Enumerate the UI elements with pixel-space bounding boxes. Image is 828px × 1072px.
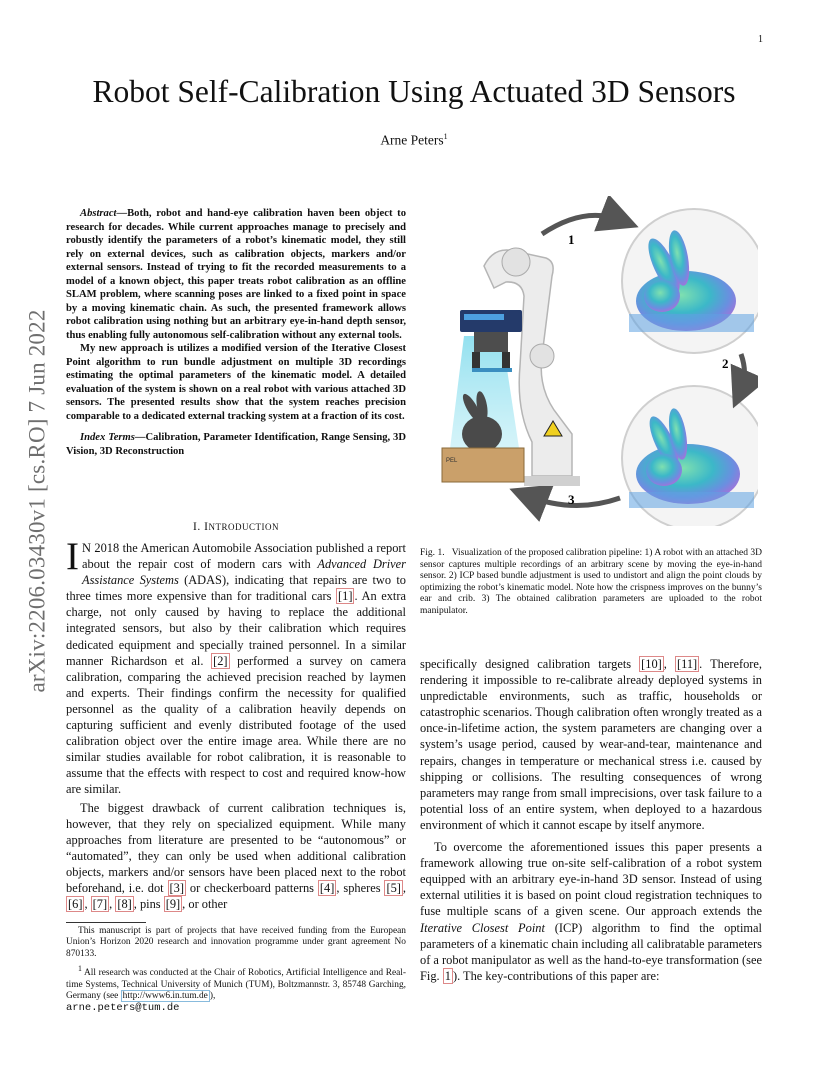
arrow-step-2 [741,354,745,390]
tum-url-link[interactable]: http://www6.in.tum.de [122,991,208,1002]
right-paragraph-2: To overcome the aforementioned issues this paper presents a framework allowing true on-site self-calibration of a robot system equipped with an arbitrary eye-in-hand 3D sensor. Instead of using external utilities it is based on point cloud registration techniques to fuse multiple scans of a given scene. Our approach extends the Iterative Closest Point (ICP) algorithm to find the optimal parameters of a kinematic chain including all calibratable parameters of a robot manipulator as well as the hand-to-eye transformation (see Fig. 1 ). The key-contributions of this paper are: [420,840,763,983]
abstract-text-2: My new approach is utilizes a modified version of the Iterative Closest Point algorithm to run bundle adjustment on multiple 3D recordings estimating the optimal parameters of the kinematic model. A detailed evaluation of the system is shown on a real robot with various attached 3D sensors. The presented results show that the system reaches precision comparable to a dedicated external tracking system at a fraction of its cost. [66,343,406,422]
author-email: arne.peters@tum.de [66,1001,180,1014]
citation-6[interactable]: [6] [68,897,83,912]
footnote-funding: This manuscript is part of projects that have received funding from the European Union’s Horizon 2020 research and innovation programme under grant agreement No 870133. [66,926,406,959]
figure-caption [420,548,762,618]
footnote-rule [66,922,146,923]
citation-3[interactable]: [3] [169,880,184,895]
arxiv-identifier-text: arXiv:2206.03430v1 [cs.RO] 7 Jun 2022 [25,309,51,693]
citation-5[interactable]: [5] [386,880,401,895]
figure-reference-1[interactable]: 1 [444,968,451,983]
section-heading-introduction [66,521,406,533]
right-paragraph-1: specifically designed calibration targets [10] , [11] . Therefore, rendering it impossible to re-calibrate already deployed systems in unpredictable environments, such as traffic, households or catastrophic scenarios. Though calibration often wrongly treated as a once-in-lifetime action, the system parameters are changing over a system’s usage period, caused by wear-and-tear, maintenance and repairs, changes in temperature or mechanical stress i.e. caused by shipping or collisions. The resulting consequences of wrong parameters may range from small imprecisions, over task failure to a potential loss of an entire system, when deployed to a hazardous environment of which it cannot escape by itself anymore. [420,657,762,832]
abstract [66,207,406,458]
section-title-initial: I [204,521,209,533]
page-number: 1 [758,34,763,45]
author-name: Arne Peters [380,132,444,148]
abstract-label: Abstract [80,208,117,219]
intro-paragraph-1: I N 2018 the American Automobile Association published a report about the repair cost of modern cars with Advanced Driver Assistance Systems (ADAS), indicating that repairs are two to three times more expensive than for traditional cars [1] . An extra charge, not only caused by having to replace the additional integrated sensors, but also by their calibration which requires dedicated equipment and specially trained personnel. In a similar manner Richardson et al. [2] performed a survey on camera calibration, comparing the achieved precision reached by laymen and experts. Their findings confirm the necessity for qualified personnel as the quality of a calibration heavily depends on capturing sufficient and evenly distributed footage of the used calibration object over the entire image area. While there are no similar studies available for robot calibration, it is reasonable to assume that the effects with respect to cost and required know-how are similar. [66,535,406,797]
section-title-rest: NTRODUCTION [208,522,279,532]
box-label: PEL [446,458,458,464]
icp-emphasis: Iterative Closest Point [420,920,545,935]
figure-caption-text: Visualization of the proposed calibration pipeline: 1) A robot with an attached 3D sensor captures multiple recordings of an arbitrary scene by moving the eye-in-hand sensor. 2) ICP based bundle adjustment is used to undistort and align the point clouds by optimizing the robot’s kinematic model. Note how the crispness improves on the bunny’s ear and crib. 3) The obtained calibration parameters are uploaded to the robot manipulator. [420,548,762,616]
citation-2[interactable]: [2] [213,653,228,668]
citation-10[interactable]: [10] [641,657,662,671]
author-line [0,132,828,149]
drop-cap: I [66,535,79,578]
intro-emphasis-adas: Advanced Driver Assistance Systems [82,557,406,588]
abstract-paragraph-2 [66,342,406,423]
citation-11[interactable]: [11] [676,657,698,671]
paper-title: Robot Self-Calibration Using Actuated 3D Sensors [92,74,736,109]
arxiv-identifier-stamp [18,296,58,706]
footnote-affiliation: $^1$ All research was conducted at the Chair of Robotics, Artificial Intelligence and Real-time Systems, Technical University of Munich (TUM), Boltzmannstr. 3, 85748 Garching, Germany (see http://www6.in.tum.de ), arne.peters@tum.de [66,964,406,1014]
section-numeral: I. [193,521,205,533]
index-terms: Index Terms—Calibration, Parameter Identification, Range Sensing, 3D Vision, 3D Reconstruction [66,432,406,457]
step-label-2: 2 [722,356,729,371]
citation-4[interactable]: [4] [319,880,335,895]
index-terms-label: Index Terms [80,432,135,443]
abstract-paragraph-1: Abstract—Both, robot and hand-eye calibration haven been object to research for decades. While current approaches manage to precisely and robustly identify the parameters of a robot’s kinematic model, they still rely on external devices, such as calibration objects, markers and/or external sensors. Instead of trying to fit the recorded measurements to a model of a known object, this paper treats robot calibration as an offline SLAM problem, where scanning poses are linked to a fixed point in space by a moving kinematic chain. As such, the presented framework allows robot calibration using nothing but an arbitrary eye-in-hand depth sensor, thus enabling fully autonomous self-calibration without any external tools. [66,208,406,341]
citation-9[interactable]: [9] [165,897,181,912]
citation-8[interactable]: [8] [117,897,132,912]
footnotes [66,926,406,1017]
abstract-text-1: Both, robot and hand-eye calibration haven been object to research for decades. While current approaches manage to precisely and robustly identify the parameters of a robot’s kinematic model, they still rely on external devices, such as calibration objects, markers and/or external sensors. Instead of trying to fit the recorded measurements to a model of a known object, this paper treats robot calibration as an offline SLAM problem, where scanning poses are linked to a fixed point in space by a moving kinematic chain. As such, the presented framework allows robot calibration using nothing but an arbitrary eye-in-hand depth sensor, thus enabling fully autonomous self-calibration without any external tools. [66,208,406,341]
citation-1[interactable]: [1] [338,589,353,604]
robot-scene [442,248,580,486]
point-cloud-raw-circle [622,209,758,353]
introduction-body [66,535,406,912]
figure-caption-label: Fig. 1. [420,548,445,558]
index-terms-text: Calibration, Parameter Identification, Range Sensing, 3D Vision, 3D Reconstruction [66,432,406,457]
point-cloud-aligned-circle [622,386,758,526]
step-label-3: 3 [568,492,575,507]
right-column-body [420,656,762,984]
figure-calibration-pipeline [424,196,758,526]
arrow-step-1 [542,215,620,234]
footnote-mark: 1 [78,964,82,974]
intro-paragraph-2: The biggest drawback of current calibration techniques is, however, that they rely on specialized equipment. While many approaches from literature are presented to be “autonomous” or “automated”, they can only be used when additional calibration objects, markers and/or sensors have been placed next to the robot beforehand, i.e. dot [3] or checkerboard patterns [4] , spheres [5] , [6] , [7] , [8] , pins [9] , or other [66,800,406,912]
step-label-1: 1 [568,232,575,247]
citation-7[interactable]: [7] [92,897,108,912]
author-affiliation-mark: 1 [443,132,448,141]
